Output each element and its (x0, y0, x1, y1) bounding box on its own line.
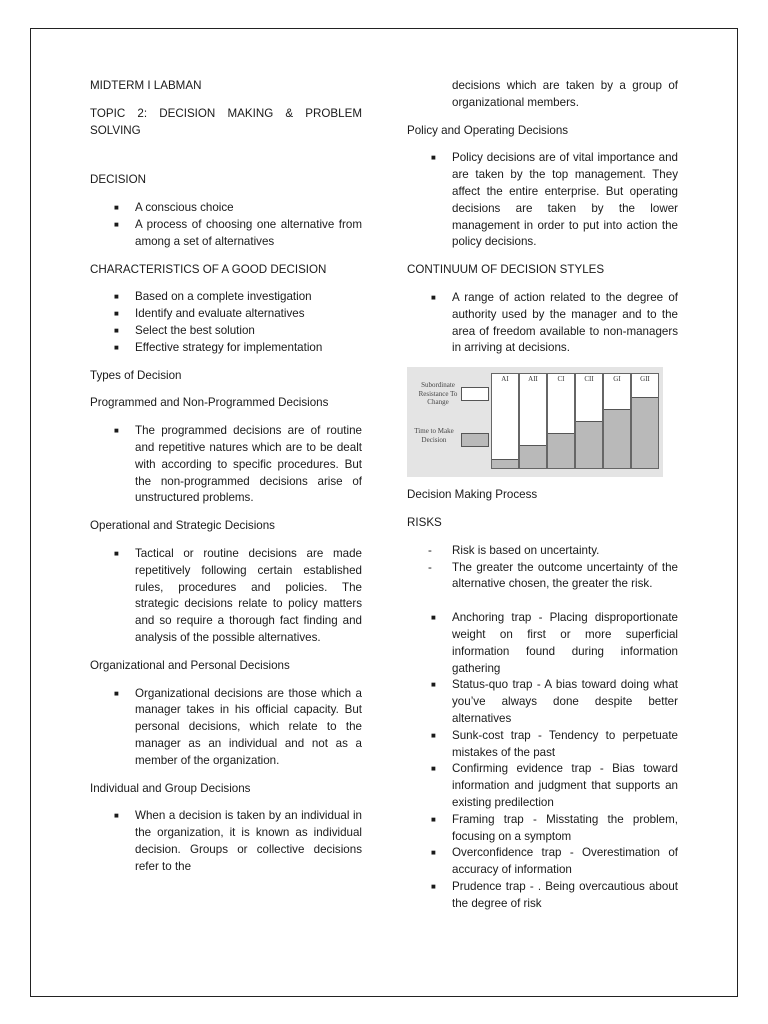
bullet-icon: ■ (431, 153, 436, 163)
list-item: ■ Based on a complete investigation (90, 289, 362, 306)
diagram-column-label: AI (501, 375, 509, 384)
time-bar (632, 397, 658, 468)
traps-list (407, 610, 678, 912)
operational-heading: Operational and Strategic Decisions (90, 519, 275, 533)
list-item: ■ Policy decisions are of vital importance and are taken by the top management. They affect the entire enterprise. But operating decisions are taken by the lower management in order to put into action the policy decisions. (431, 151, 678, 249)
bullet-icon: ■ (114, 325, 119, 335)
diagram-columns (491, 367, 659, 467)
list-item: ■ Effective strategy for implementation (90, 340, 362, 357)
characteristics-heading: CHARACTERISTICS OF A GOOD DECISION (90, 262, 327, 276)
time-bar (520, 445, 546, 468)
right-column (407, 78, 678, 923)
organizational-list (90, 686, 362, 770)
bullet-icon: ■ (114, 309, 119, 319)
bullet-icon: ■ (431, 613, 436, 623)
diagram-column-label: CII (584, 375, 594, 384)
policy-heading: Policy and Operating Decisions (407, 123, 569, 137)
diagram-column-ci (547, 373, 575, 469)
diagram-column-label: AII (528, 375, 538, 384)
list-item: ■ Tactical or routine decisions are made repetitively following certain established rules, procedures and policies. The strategic decisions relate to policy matters and so require a thorough fact finding and analysis of the possible alternatives. (114, 546, 362, 644)
decision-list (90, 200, 362, 250)
diagram-column-aii (519, 373, 547, 469)
list-item: ■ When a decision is taken by an individual in the organization, it is known as individual decision. Groups or collective decisions refer to the (114, 809, 362, 873)
time-bar (604, 409, 630, 468)
list-item: - The greater the outcome uncertainty of the alternative chosen, the greater the risk. (428, 560, 678, 591)
bullet-icon: ■ (431, 814, 436, 824)
bullet-icon: ■ (431, 292, 436, 302)
individual-list (90, 808, 362, 875)
decision-styles-diagram (407, 367, 663, 477)
diagram-column-gi (603, 373, 631, 469)
programmed-list (90, 423, 362, 507)
topic-title: TOPIC 2: DECISION MAKING & PROBLEM SOLVING (90, 106, 362, 137)
bullet-icon: ■ (114, 426, 119, 436)
policy-list (407, 150, 678, 251)
list-item: ■ A conscious choice (90, 200, 362, 217)
legend-time-swatch (461, 433, 489, 447)
programmed-heading: Programmed and Non-Programmed Decisions (90, 396, 329, 410)
left-column (90, 78, 362, 886)
bullet-icon: ■ (431, 680, 436, 690)
process-heading: Decision Making Process (407, 488, 538, 502)
bullet-icon: ■ (114, 342, 119, 352)
time-bar (576, 421, 602, 468)
continuation-text: decisions which are taken by a group of organizational members. (452, 79, 678, 109)
bullet-icon: ■ (114, 811, 119, 821)
list-item: ■ Framing trap - Misstating the problem, focusing on a symptom (431, 812, 678, 843)
continuum-list (407, 290, 678, 357)
legend-time-label: Time to Make Decision (414, 427, 454, 444)
legend-resistance-swatch (461, 387, 489, 401)
bullet-icon: ■ (114, 292, 119, 302)
time-bar (492, 459, 518, 468)
diagram-column-label: GII (640, 375, 650, 384)
list-item: ■ Sunk-cost trap - Tendency to perpetuate mistakes of the past (431, 728, 678, 759)
list-item: - Risk is based on uncertainty. (428, 543, 600, 557)
list-item: ■ The programmed decisions are of routine and repetitive natures which are to be dealt with according to specific procedures. But the non-programmed decisions arise of unstructured problems. (114, 424, 362, 505)
risks-list (407, 543, 678, 593)
bullet-icon: ■ (114, 219, 119, 229)
risks-heading: RISKS (407, 515, 442, 529)
list-item: ■ Identify and evaluate alternatives (90, 306, 362, 323)
diagram-column-cii (575, 373, 603, 469)
list-item: ■ Select the best solution (90, 323, 362, 340)
individual-heading: Individual and Group Decisions (90, 781, 251, 795)
diagram-column-label: GI (613, 375, 621, 384)
list-item: ■ A range of action related to the degree of authority used by the manager and to the area of freedom available to non-managers in arriving at decisions. (431, 290, 678, 355)
diagram-column-gii (631, 373, 659, 469)
bullet-icon: ■ (431, 730, 436, 740)
legend-resistance-label: Subordinate Resistance To Change (418, 381, 458, 407)
bullet-icon: ■ (114, 688, 119, 698)
list-item: ■ Prudence trap - . Being overcautious about the degree of risk (431, 879, 678, 910)
bullet-icon: ■ (114, 548, 119, 558)
organizational-heading: Organizational and Personal Decisions (90, 658, 290, 672)
list-item: ■ Organizational decisions are those which a manager takes in his official capacity. But personal decisions, which relate to the manager as an individual and not as a member of the organization. (114, 686, 362, 767)
bullet-icon: ■ (431, 848, 436, 858)
list-item: ■ Status-quo trap - A bias toward doing what you’ve always done despite better alternatives (431, 678, 678, 725)
diagram-column-label: CI (557, 375, 565, 384)
decision-heading: DECISION (90, 173, 147, 187)
diagram-column-ai (491, 373, 519, 469)
bullet-icon: ■ (431, 764, 436, 774)
types-heading: Types of Decision (90, 368, 182, 382)
operational-list (90, 546, 362, 647)
continuum-heading: CONTINUUM OF DECISION STYLES (407, 263, 605, 277)
list-item: ■ Confirming evidence trap - Bias toward information and judgment that supports an existing predilection (431, 762, 678, 809)
list-item: ■ Overconfidence trap - Overestimation of accuracy of information (431, 846, 678, 877)
list-item: ■ A process of choosing one alternative from among a set of alternatives (114, 217, 362, 248)
characteristics-list (90, 289, 362, 356)
document-header: MIDTERM I LABMAN (90, 79, 202, 92)
bullet-icon: ■ (431, 881, 436, 891)
bullet-icon: ■ (114, 203, 119, 213)
time-bar (548, 433, 574, 468)
list-item: ■ Anchoring trap - Placing disproportionate weight on first or more superficial information found during information gathering (431, 611, 678, 675)
